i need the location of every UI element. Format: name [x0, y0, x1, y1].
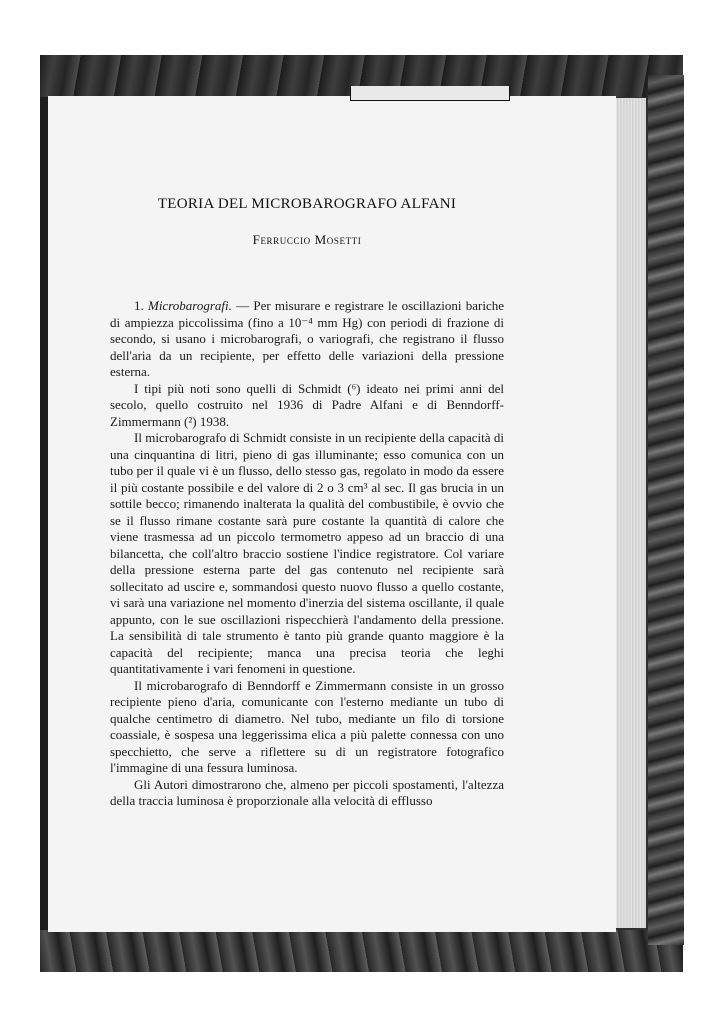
paragraph-1: [110, 298, 504, 381]
paragraph-text: — Per misurare e registrare le oscillazioni bariche di ampiezza piccolissima (fino a 10⁻⁴ mm Hg) con periodi di frazione di secondo, si usano i microbarografi, o variografi, che registrano il flusso dell'aria da un recipiente, per effetto delle variazioni della pressione esterna.: [110, 298, 504, 379]
page-top-tab: [350, 86, 510, 101]
section-heading: Microbarografi.: [147, 298, 232, 313]
paragraph-4: Il microbarografo di Benndorff e Zimmermann consiste in un grosso recipiente pieno d'aria, comunicante con l'esterno mediante un tubo di qualche centimetro di diametro. Nel tubo, mediante un filo di torsione coassiale, è sospesa una leggerissima elica a più palette connessa con uno specchietto, che serve a riflettere su di un registratore fotografico l'immagine di una fessura luminosa.: [110, 677, 504, 775]
scan-right-border: [648, 75, 684, 945]
scan-bottom-border: [40, 930, 683, 972]
article-author: Ferruccio Mosetti: [252, 232, 362, 247]
paragraph-5: Gli Autori dimostrarono che, almeno per piccoli spostamenti, l'altezza della traccia luminosa è proporzionale alla velocità di efflusso: [110, 776, 504, 808]
article-title: TEORIA DEL MICROBAROGRAFO ALFANI: [157, 196, 457, 212]
paragraph-2: I tipi più noti sono quelli di Schmidt (⁶) ideato nei primi anni del secolo, quello costruito nel 1936 di Padre Alfani e di Benndorff-Zimmermann (²) 1938.: [110, 380, 504, 429]
section-number: 1.: [134, 298, 148, 313]
article-body: [110, 298, 504, 810]
paragraph-3: Il microbarografo di Schmidt consiste in un recipiente della capacità di una cinquantina di litri, pieno di gas illuminante; esso comunica con un tubo per il quale vi è un flusso, dello stesso gas, regolato in modo da essere il più costante possibile e del valore di 2 o 3 cm³ al sec. Il gas brucia in un sottile becco; rimanendo inalterata la qualità del combustibile, è ovvio che se il flusso rimane costante sarà pure costante la quantità di calore che viene trasmessa ad un piccolo termometro appeso ad un braccio di una bilancetta, che coll'altro braccio sostiene l'indice registratore. Col variare della pressione esterna parte del gas contenuto nel recipiente sarà sollecitato ad uscire e, sommandosi questo nuovo flusso a quello costante, vi sarà una variazione nel momento d'inerzia del sistema oscillante, il quale appunto, con le sue oscillazioni rispecchierà l'andamento della pressione. La sensibilità di tale strumento è tanto più grande quanto maggiore è la capacità del recipiente; manca una precisa teoria che leghi quantitativamente i vari fenomeni in questione.: [110, 430, 504, 676]
